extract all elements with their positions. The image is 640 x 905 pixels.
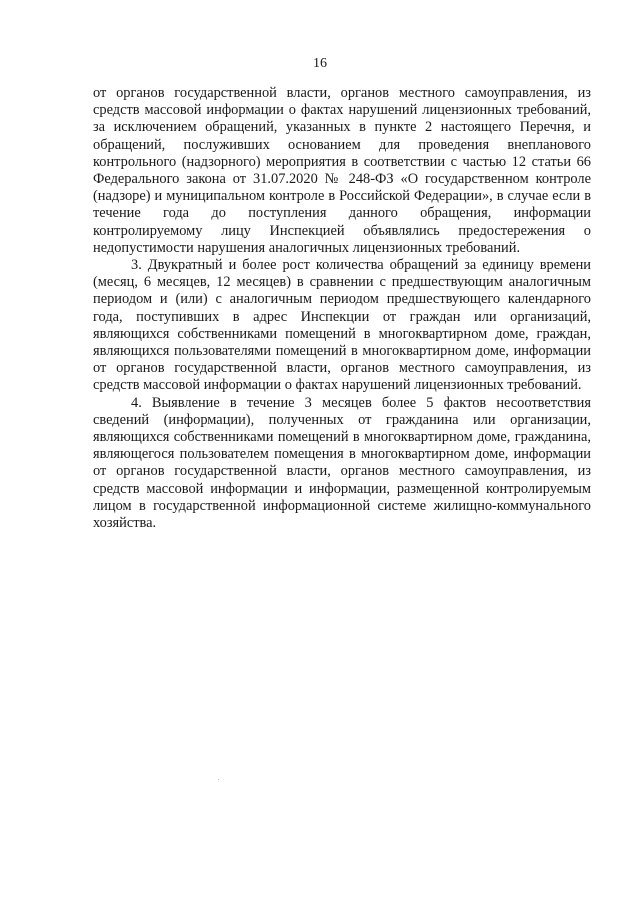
scan-speck [218, 779, 219, 780]
page-number: 16 [313, 56, 327, 71]
document-body [93, 85, 591, 532]
paragraph-continuation: от органов государственной власти, органов местного самоуправления, из средств массовой информации о фактах нарушений лицензионных требований, за исключением обращений, указанных в пункте 2 настоящего Перечня, и обращений, послуживших основанием для проведения внепланового контрольного (надзорного) мероприятия в соответствии с частью 12 статьи 66 Федерального закона от 31.07.2020 № 248-ФЗ «О государственном контроле (надзоре) и муниципальном контроле в Российской Федерации», в случае если в течение года до поступления данного обращения, информации контролируемому лицу Инспекцией объявлялись предостережения о недопустимости нарушения аналогичных лицензионных требований. [93, 85, 591, 256]
paragraph-item-3: 3. Двукратный и более рост количества обращений за единицу времени (месяц, 6 месяцев, 12 месяцев) в сравнении с предшествующим аналогичным периодом и (или) с аналогичным периодом предшествующего календарного года, поступивших в адрес Инспекции от граждан или организаций, являющихся собственниками помещений в многоквартирном доме, граждан, являющихся пользователями помещений в многоквартирном доме, информации от органов государственной власти, органов местного самоуправления, из средств массовой информации о фактах нарушений лицензионных требований. [93, 257, 591, 394]
paragraph-item-4: 4. Выявление в течение 3 месяцев более 5 фактов несоответствия сведений (информации), полученных от гражданина или организации, являющихся собственниками помещений в многоквартирном доме, гражданина, являющегося пользователем помещения в многоквартирном доме, информации от органов государственной власти, органов местного самоуправления, из средств массовой информации и информации, размещенной контролируемым лицом в государственной информационной системе жилищно-коммунального хозяйства. [93, 394, 591, 532]
